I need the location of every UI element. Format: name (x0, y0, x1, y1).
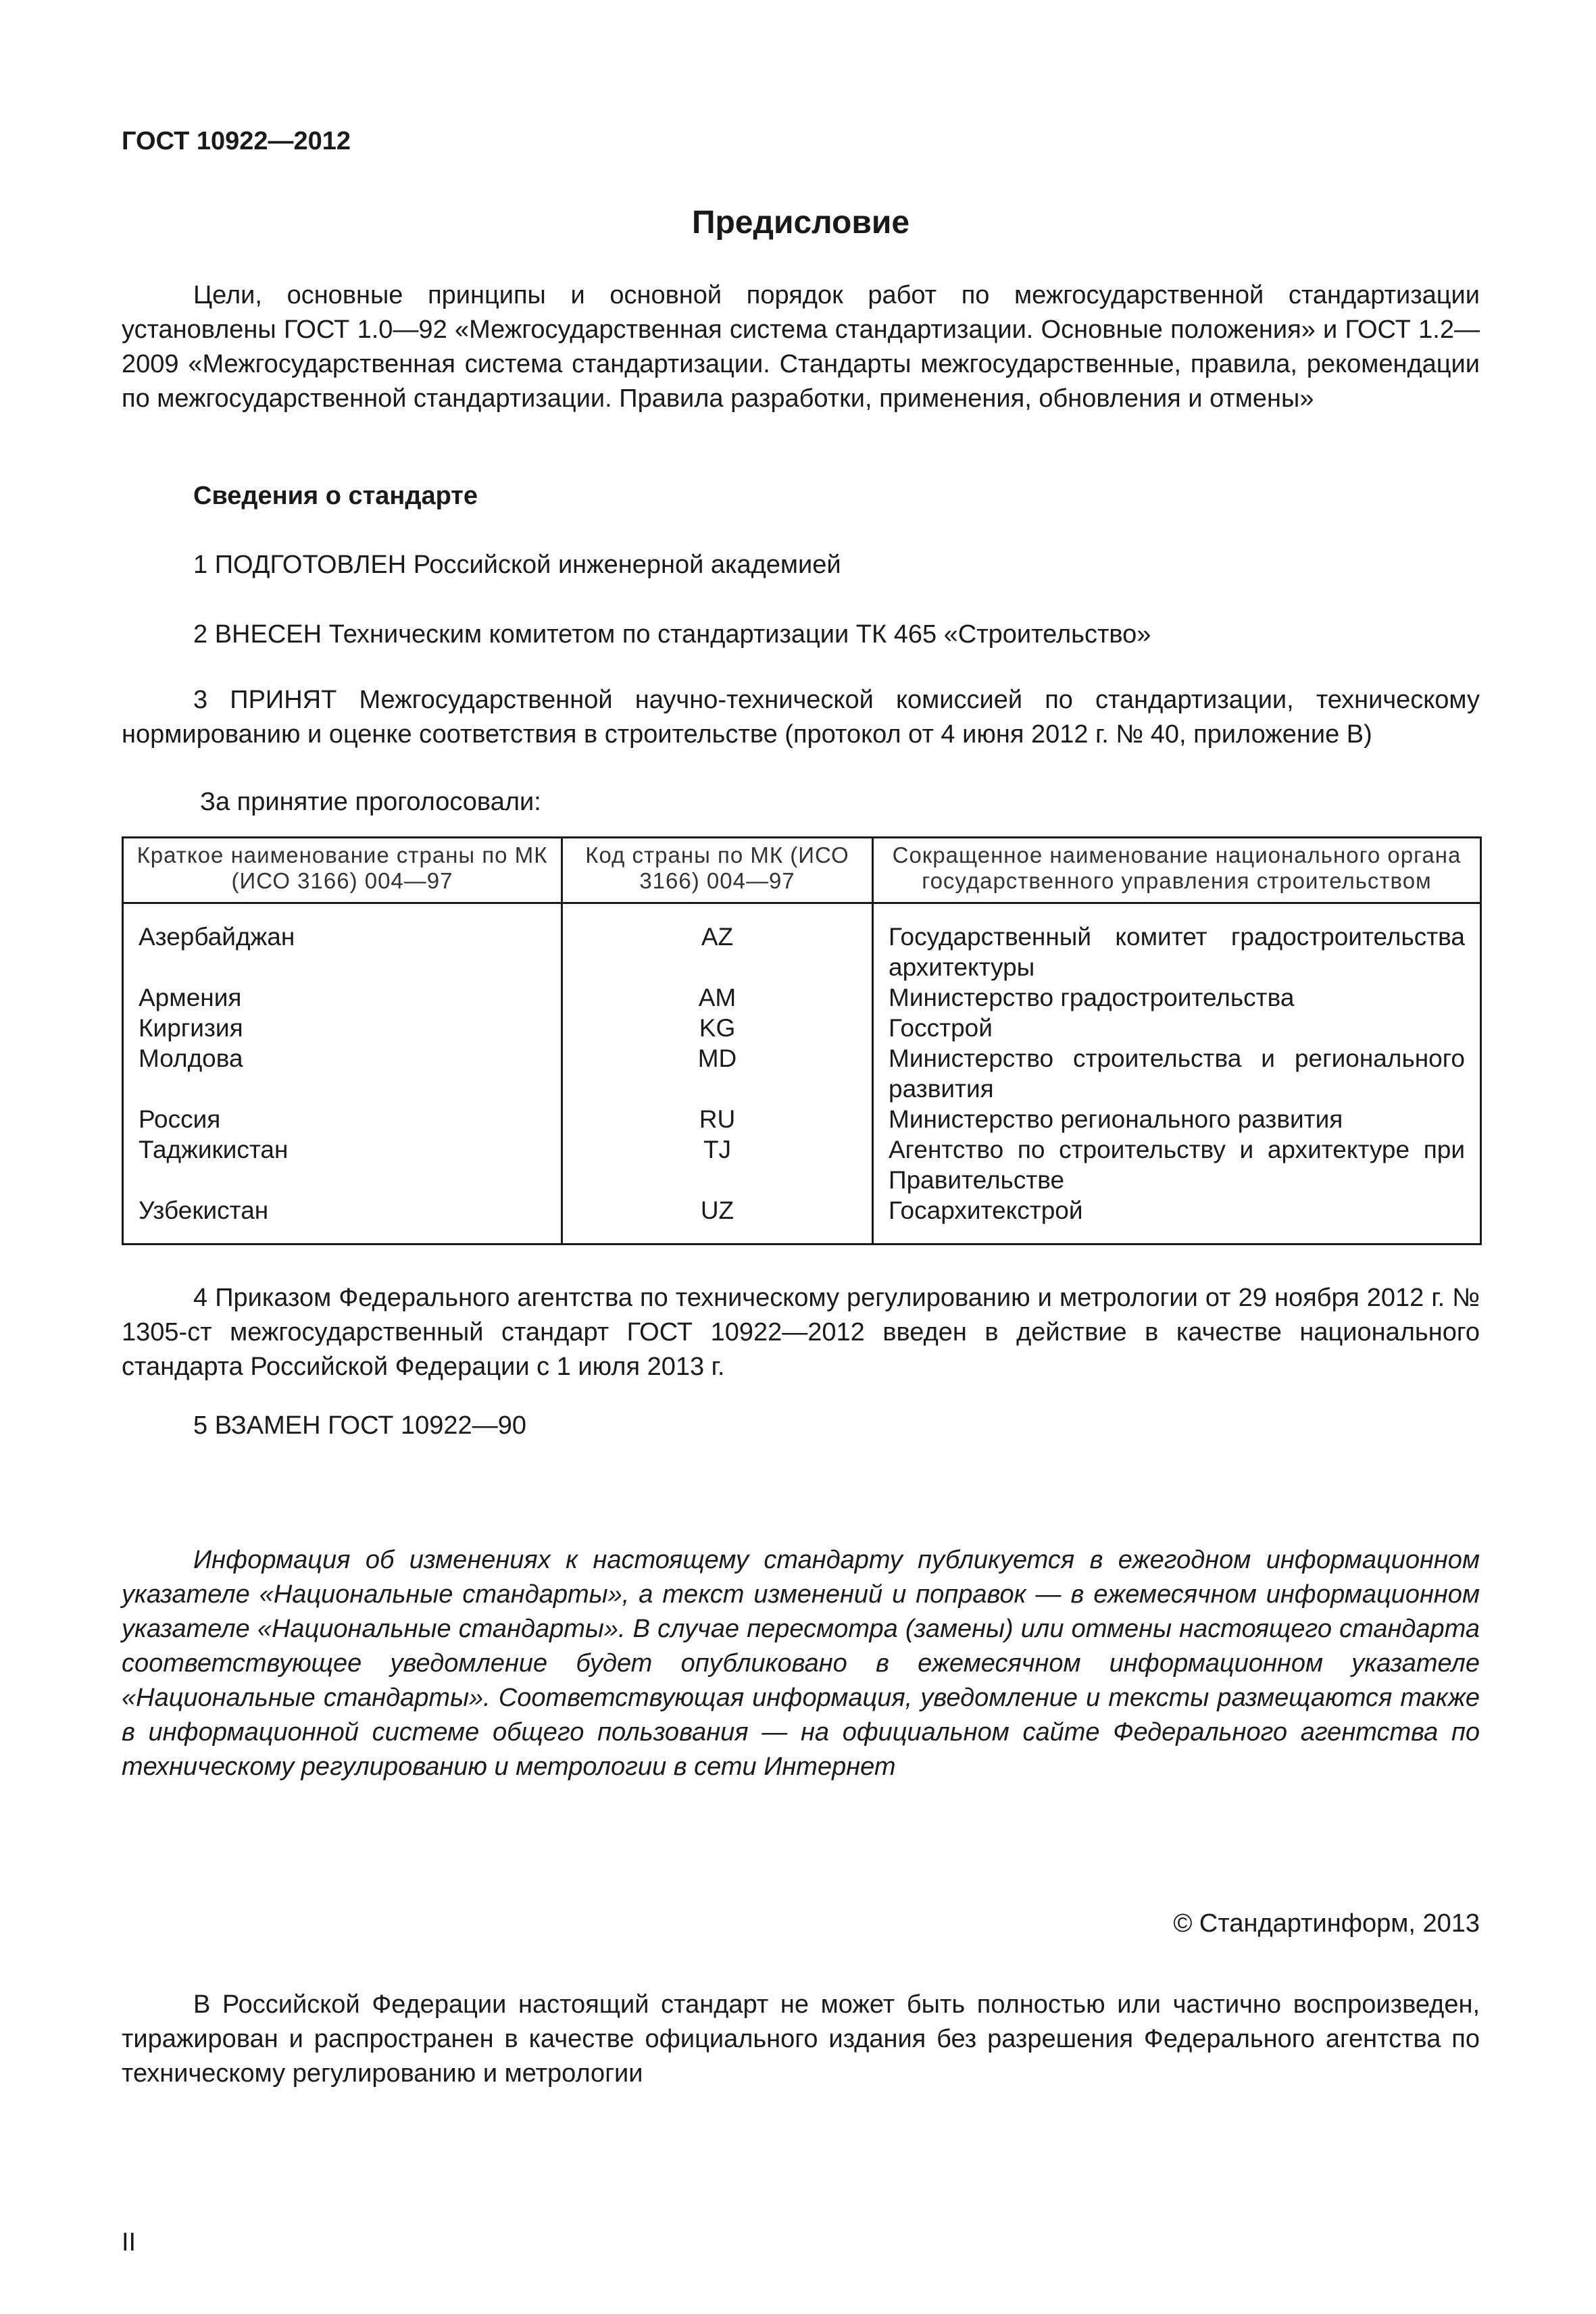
country-cell: Азербайджан (123, 903, 562, 983)
country-cell: Россия (123, 1104, 562, 1134)
document-page (122, 0, 1480, 2314)
item-adopted: 3 ПРИНЯТ Межгосударственной научно-технической комиссией по стандартизации, техническому нормированию и оценке соответствия в строительстве (протокол от 4 июня 2012 г. № 40, приложение В) (122, 686, 1480, 749)
table-row (123, 1134, 1481, 1195)
item-replaces: 5 ВЗАМЕН ГОСТ 10922—90 (193, 1411, 526, 1440)
table-row (123, 1013, 1481, 1043)
intro-paragraph: Цели, основные принципы и основной порядок работ по межгосударственной стандартизации установлены ГОСТ 1.0—92 «Межгосударственная система стандартизации. Основные положения» и ГОСТ 1.2—2009 «Межгосударственная система стандартизации. Стандарты межгосударственные, правила, рекомендации по межгосударственной стандартизации. Правила разработки, применения, обновления и отмены» (122, 281, 1480, 413)
code-cell: AM (562, 982, 873, 1013)
authority-cell: Госстрой (873, 1013, 1481, 1043)
country-cell: Армения (123, 982, 562, 1013)
voting-table (122, 836, 1482, 1245)
country-cell: Узбекистан (123, 1195, 562, 1244)
table-row (123, 1195, 1481, 1244)
code-cell: UZ (562, 1195, 873, 1244)
code-cell: AZ (562, 903, 873, 983)
authority-cell: Министерство градостроительства (873, 982, 1481, 1013)
column-header-code: Код страны по МК (ИСО 3166) 004—97 (562, 838, 873, 903)
item-enacted: 4 Приказом Федерального агентства по техническому регулированию и метрологии от 29 ноября 2012 г. № 1305-ст межгосударственный стандарт ГОСТ 10922—2012 введен в действие в качестве национального стандарта Российской Федерации с 1 июля 2013 г. (122, 1284, 1480, 1381)
table-header-row (123, 838, 1481, 903)
authority-cell: Агентство по строительству и архитектуре при Правительстве (873, 1134, 1481, 1195)
item-submitted: 2 ВНЕСЕН Техническим комитетом по стандартизации ТК 465 «Строительство» (193, 620, 1151, 649)
page-number: II (122, 2228, 136, 2257)
code-cell: RU (562, 1104, 873, 1134)
code-cell: MD (562, 1043, 873, 1104)
column-header-authority: Сокращенное наименование национального органа государственного управления строительством (873, 838, 1481, 903)
document-id: ГОСТ 10922—2012 (122, 127, 351, 155)
column-header-country: Краткое наименование страны по МК (ИСО 3166) 004—97 (123, 838, 562, 903)
page-title: Предисловие (691, 205, 910, 241)
about-standard-heading: Сведения о стандарте (193, 482, 478, 510)
country-cell: Киргизия (123, 1013, 562, 1043)
item-prepared: 1 ПОДГОТОВЛЕН Российской инженерной академией (193, 551, 841, 579)
legal-notice: В Российской Федерации настоящий стандарт не может быть полностью или частично воспроизведен, тиражирован и распространен в качестве официального издания без разрешения Федерального агентства по техническому регулированию и метрологии (122, 1990, 1480, 2088)
authority-cell: Государственный комитет градостроительства архитектуры (873, 903, 1481, 983)
authority-cell: Министерство строительства и регионального развития (873, 1043, 1481, 1104)
table-row (123, 903, 1481, 983)
table-row (123, 1104, 1481, 1134)
info-notice: Информация об изменениях к настоящему стандарту публикуется в ежегодном информационном указателе «Национальные стандарты», а текст изменений и поправок — в ежемесячном информационном указателе «Национальные стандарты». В случае пересмотра (замены) или отмены настоящего стандарта соответствующее уведомление будет опубликовано в ежемесячном информационном указателе «Национальные стандарты». Соответствующая информация, уведомление и тексты размещаются также в информационной системе общего пользования — на официальном сайте Федерального агентства по техническому регулированию и метрологии в сети Интернет (122, 1546, 1480, 1781)
table-row (123, 982, 1481, 1013)
authority-cell: Министерство регионального развития (873, 1104, 1481, 1134)
code-cell: TJ (562, 1134, 873, 1195)
country-cell: Таджикистан (123, 1134, 562, 1195)
copyright-line: © Стандартинформ, 2013 (1173, 1909, 1480, 1938)
voted-label: За принятие проголосовали: (200, 788, 541, 816)
country-cell: Молдова (123, 1043, 562, 1104)
authority-cell: Госархитекстрой (873, 1195, 1481, 1244)
table-row (123, 1043, 1481, 1104)
code-cell: KG (562, 1013, 873, 1043)
